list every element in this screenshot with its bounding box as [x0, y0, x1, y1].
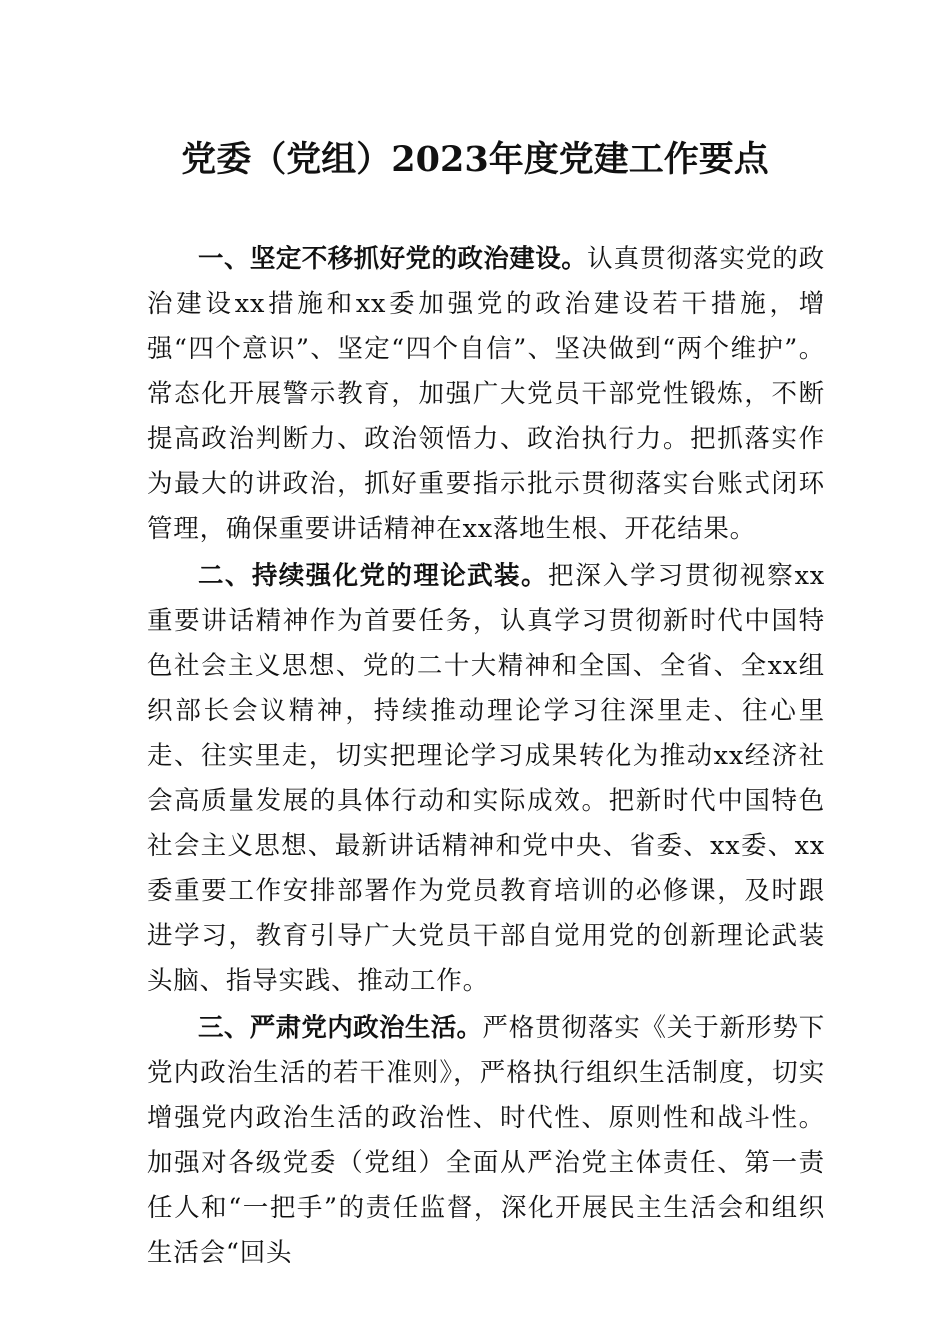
section-paragraph-2 — [147, 554, 825, 1004]
section-text-3: 严格贯彻落实《关于新形势下党内政治生活的若干准则》，严格执行组织生活制度，切实增强党内政治生活的政治性、时代性、原则性和战斗性。加强对各级党委（党组）全面从严治党主体责任、第一责任人和“一把手”的责任监督，深化开展民主生活会和组织生活会“回头 — [147, 1013, 825, 1268]
section-text-2: 把深入学习贯彻视察xx重要讲话精神作为首要任务，认真学习贯彻新时代中国特色社会主义思想、党的二十大精神和全国、全省、全xx组织部长会议精神，持续推动理论学习往深里走、往心里走、往实里走，切实把理论学习成果转化为推动xx经济社会高质量发展的具体行动和实际成效。把新时代中国特色社会主义思想、最新讲话精神和党中央、省委、xx委、xx委重要工作安排部署作为党员教育培训的必修课，及时跟进学习，教育引导广大党员干部自觉用党的创新理论武装头脑、指导实践、推动工作。 — [147, 561, 825, 996]
section-paragraph-3 — [147, 1006, 825, 1276]
section-paragraph-1 — [147, 237, 825, 552]
section-heading-1: 一、坚定不移抓好党的政治建设。 — [198, 244, 588, 274]
document-title: 党委（党组）2023年度党建工作要点 — [181, 139, 769, 180]
section-heading-3: 三、严肃党内政治生活。 — [198, 1013, 483, 1043]
section-text-1: 认真贯彻落实党的政治建设xx措施和xx委加强党的政治建设若干措施，增强“四个意识”、坚定“四个自信”、坚决做到“两个维护”。常态化开展警示教育，加强广大党员干部党性锻炼，不断提高政治判断力、政治领悟力、政治执行力。把抓落实作为最大的讲政治，抓好重要指示批示贯彻落实台账式闭环管理，确保重要讲话精神在xx落地生根、开花结果。 — [147, 244, 825, 544]
section-heading-2: 二、持续强化党的理论武装。 — [198, 561, 548, 591]
document-body — [147, 237, 825, 1276]
